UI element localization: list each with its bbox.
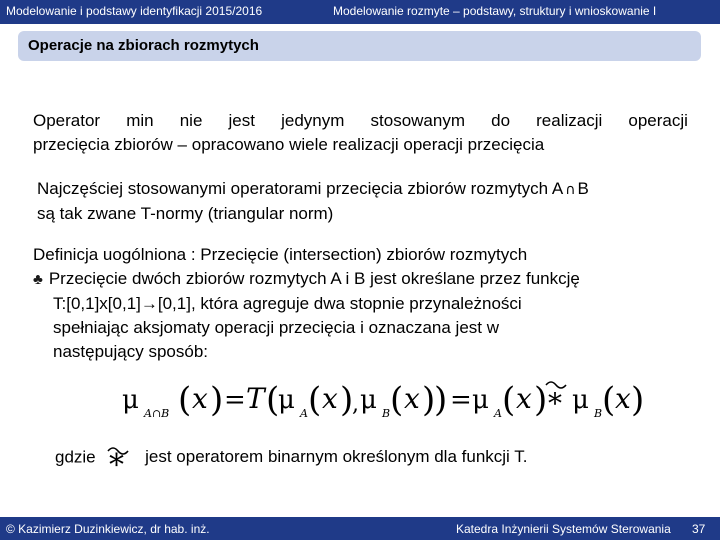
- word: do: [491, 111, 511, 130]
- t-operator: T: [246, 382, 265, 415]
- paragraph-line: [37, 177, 589, 202]
- subscript-a-cap-b: A∩B: [144, 407, 170, 420]
- paren-close: ): [631, 380, 645, 420]
- footer-bar: [0, 517, 720, 540]
- equals-sign: =: [450, 385, 472, 415]
- header-bar: [0, 0, 720, 24]
- text: Najczęściej stosowanymi operatorami przecięcia zbiorów rozmytych A: [37, 179, 564, 198]
- subscript-a: A: [494, 407, 502, 420]
- slide-title: Operacje na zbiorach rozmytych: [28, 37, 259, 54]
- paren-open: (: [502, 380, 516, 420]
- star-glyph: *: [109, 448, 125, 483]
- mu-symbol: μ: [278, 385, 295, 415]
- club-bullet-icon: ♣: [33, 271, 43, 288]
- bullet-item: [33, 267, 580, 292]
- paren-open: (: [266, 380, 280, 420]
- word-min: min: [126, 111, 154, 130]
- subscript-b: B: [594, 407, 603, 420]
- paren-close: ): [422, 380, 436, 420]
- text: B: [577, 179, 589, 198]
- word: jest: [228, 111, 255, 130]
- intersection-symbol: ∩: [565, 182, 576, 198]
- paragraph-line: [33, 109, 688, 133]
- paren-open: (: [390, 380, 404, 420]
- page-number: 37: [692, 522, 706, 536]
- slide-title-box: [18, 31, 701, 61]
- paragraph-definition: [33, 243, 580, 364]
- tilde-star-icon: [100, 443, 134, 483]
- gdzie-label: gdzie: [55, 447, 96, 467]
- equals-sign: =: [224, 385, 246, 415]
- lecture-title: Modelowanie rozmyte – podstawy, struktury i wnioskowanie I: [333, 4, 657, 18]
- star-operator: *: [548, 387, 562, 420]
- bullet-text: Przecięcie dwóch zbiorów rozmytych A i B jest określane przez funkcję: [48, 269, 580, 288]
- variable-x: x: [615, 382, 631, 415]
- paren-open: (: [602, 380, 616, 420]
- word: Operator: [33, 111, 101, 130]
- variable-x: x: [192, 382, 208, 415]
- mu-symbol: μ: [472, 385, 489, 415]
- tnorm-formula: [122, 375, 645, 425]
- paragraph-line: przecięcia zbiorów – opracowano wiele realizacji operacji przecięcia: [33, 135, 545, 154]
- word: nie: [179, 111, 203, 130]
- paragraph-operator-min: [33, 109, 688, 157]
- paragraph-line: są tak zwane T-normy (triangular norm): [37, 204, 334, 223]
- mu-symbol: μ: [122, 385, 139, 415]
- paren-open: (: [178, 380, 192, 420]
- gdzie-text: jest operatorem binarnym określonym dla funkcji T.: [145, 447, 528, 467]
- bullet-continuation: spełniając aksjomaty operacji przecięcia i oznaczana jest w: [53, 318, 499, 337]
- paren-close: ): [210, 380, 224, 420]
- paren-close: ): [340, 380, 354, 420]
- word: operacji: [628, 111, 688, 130]
- author: © Kazimierz Duzinkiewicz, dr hab. inż.: [6, 522, 210, 536]
- bullet-continuation: T:[0,1]x[0,1]→[0,1], która agreguje dwa stopnie przynależności: [53, 294, 522, 313]
- tilde-star-symbol: [100, 443, 134, 483]
- word: realizacji: [536, 111, 603, 130]
- variable-x: x: [322, 382, 338, 415]
- subscript-b: B: [382, 407, 391, 420]
- variable-x: x: [404, 382, 420, 415]
- bullet-continuation: następujący sposób:: [53, 342, 208, 361]
- word: stosowanym: [370, 111, 465, 130]
- gdzie-line: [55, 443, 528, 483]
- course-title: Modelowanie i podstawy identyfikacji 2015/2016: [6, 4, 263, 18]
- department: Katedra Inżynierii Systemów Sterowania: [456, 522, 671, 536]
- mu-symbol: μ: [360, 385, 377, 415]
- comma: ,: [352, 392, 359, 417]
- subscript-a: A: [300, 407, 308, 420]
- paren-open: (: [308, 380, 322, 420]
- word: jedynym: [281, 111, 345, 130]
- variable-x: x: [516, 382, 532, 415]
- paragraph-t-norms: [37, 177, 589, 226]
- mu-symbol: μ: [572, 385, 589, 415]
- paragraph-line: Definicja uogólniona : Przecięcie (intersection) zbiorów rozmytych: [33, 245, 528, 264]
- paren-close: ): [534, 380, 548, 420]
- paren-close: ): [434, 380, 448, 420]
